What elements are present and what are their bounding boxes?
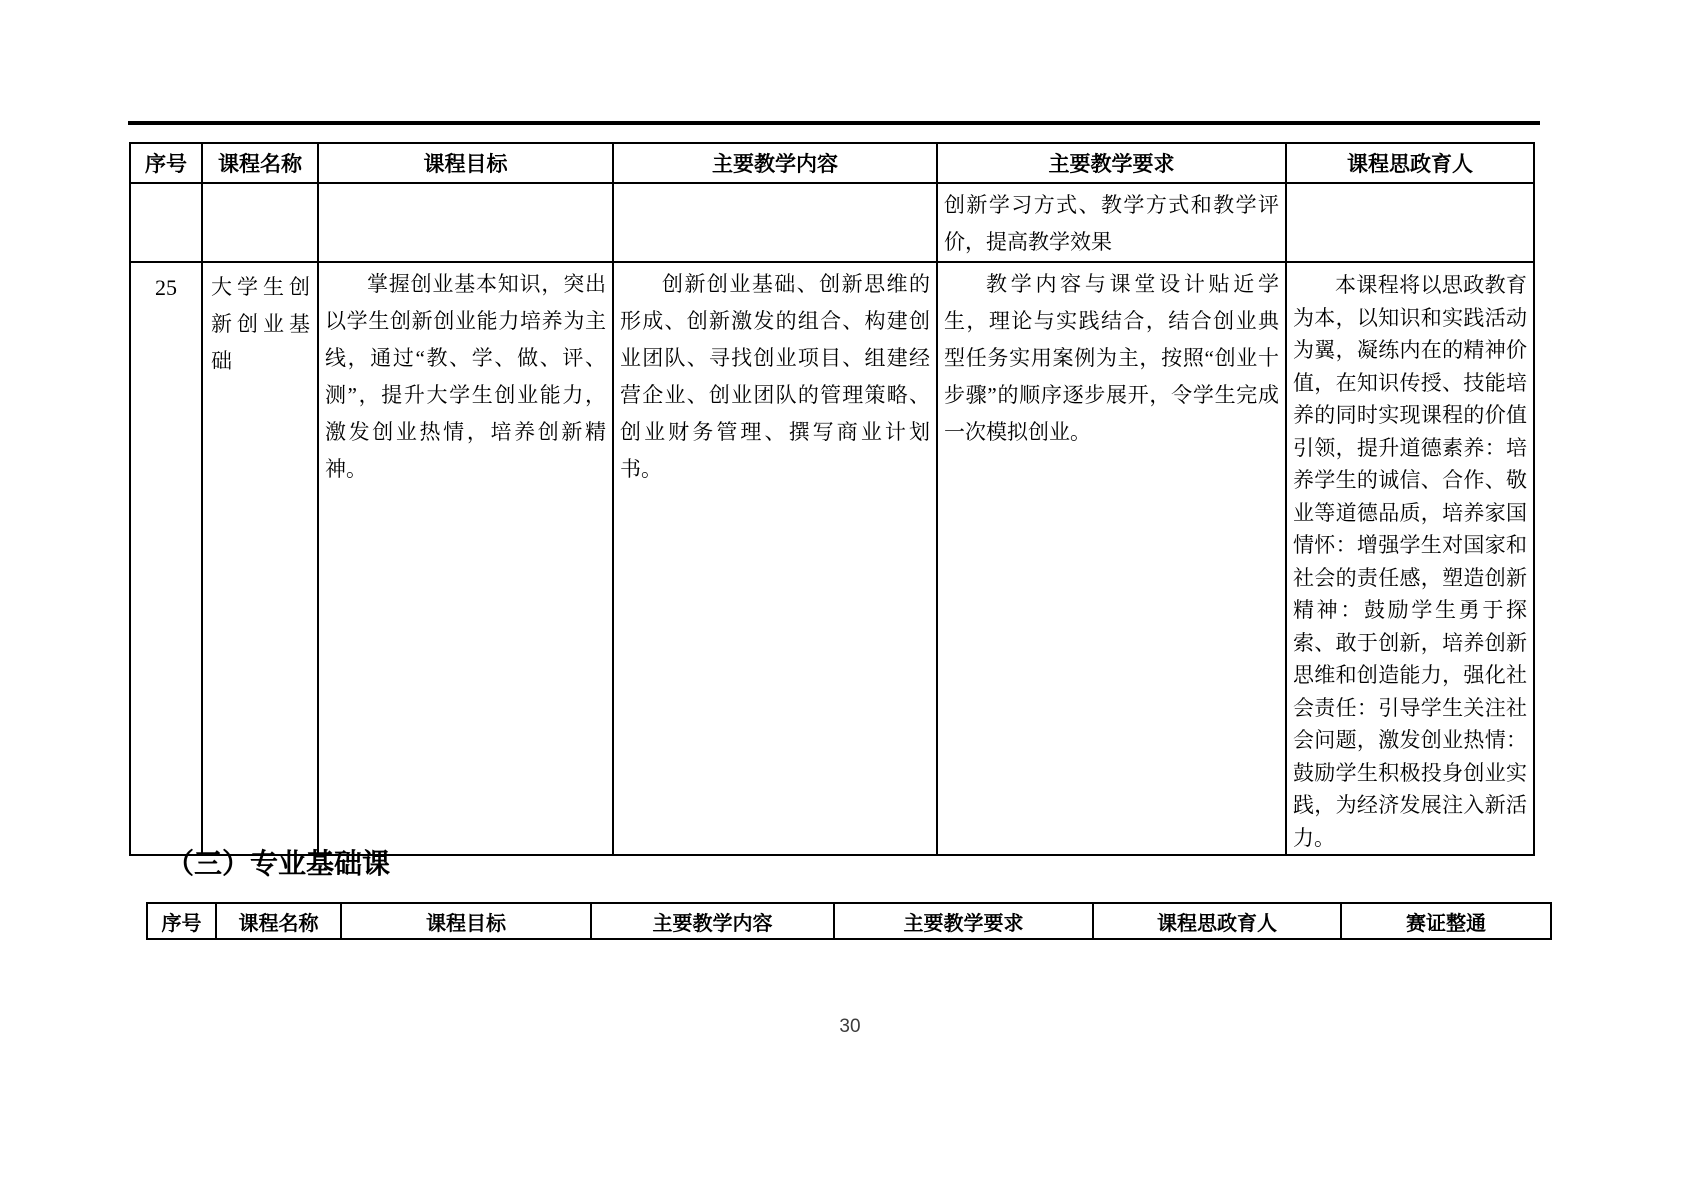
col-header-objective: 课程目标: [341, 903, 591, 939]
cell-content-empty: [613, 183, 937, 262]
col-header-course-name: 课程名称: [216, 903, 341, 939]
col-header-serial: 序号: [130, 143, 202, 183]
cell-objective: 掌握创业基本知识，突出以学生创新创业能力培养为主线，通过“教、学、做、评、测”，提升大学生创业能力，激发创业热情，培养创新精神。: [318, 262, 613, 855]
cell-requirements: 教学内容与课堂设计贴近学生，理论与实践结合，结合创业典型任务实用案例为主，按照“创业十步骤”的顺序逐步展开，令学生完成一次模拟创业。: [937, 262, 1286, 855]
cell-course-name: 大学生创新创业基础: [202, 262, 318, 855]
col-header-requirements: 主要教学要求: [937, 143, 1286, 183]
col-header-objective: 课程目标: [318, 143, 613, 183]
table-header-row: [130, 143, 1534, 183]
col-header-course-name: 课程名称: [202, 143, 318, 183]
table-row-25: [130, 262, 1534, 855]
cell-ideology-empty: [1286, 183, 1534, 262]
col-header-serial: 序号: [147, 903, 216, 939]
col-header-requirements: 主要教学要求: [834, 903, 1093, 939]
section-heading: （三）专业基础课: [166, 848, 391, 879]
cell-serial-empty: [130, 183, 202, 262]
course-table-lower: [146, 902, 1552, 940]
table2-header-row: [147, 903, 1551, 939]
cell-serial: 25: [130, 262, 202, 855]
course-table-upper: [129, 142, 1535, 856]
col-header-competition-cert: 赛证整通: [1341, 903, 1551, 939]
cell-objective-empty: [318, 183, 613, 262]
col-header-ideology: 课程思政育人: [1286, 143, 1534, 183]
page-number: 30: [839, 1016, 861, 1037]
cell-requirements-continuation: 创新学习方式、教学方式和教学评价，提高教学效果: [937, 183, 1286, 262]
cell-content: 创新创业基础、创新思维的形成、创新激发的组合、构建创业团队、寻找创业项目、组建经营企业、创业团队的管理策略、创业财务管理、撰写商业计划书。: [613, 262, 937, 855]
page-header-rule: [128, 121, 1540, 125]
col-header-content: 主要教学内容: [591, 903, 834, 939]
cell-name-empty: [202, 183, 318, 262]
col-header-ideology: 课程思政育人: [1093, 903, 1341, 939]
col-header-content: 主要教学内容: [613, 143, 937, 183]
table-row-continuation: [130, 183, 1534, 262]
cell-ideology: 本课程将以思政教育为本，以知识和实践活动为翼，凝练内在的精神价值，在知识传授、技能培养的同时实现课程的价值引领，提升道德素养：培养学生的诚信、合作、敬业等道德品质，培养家国情怀：增强学生对国家和社会的责任感，塑造创新精神：鼓励学生勇于探索、敢于创新，培养创新思维和创造能力，强化社会责任：引导学生关注社会问题，激发创业热情：鼓励学生积极投身创业实践，为经济发展注入新活力。: [1286, 262, 1534, 855]
